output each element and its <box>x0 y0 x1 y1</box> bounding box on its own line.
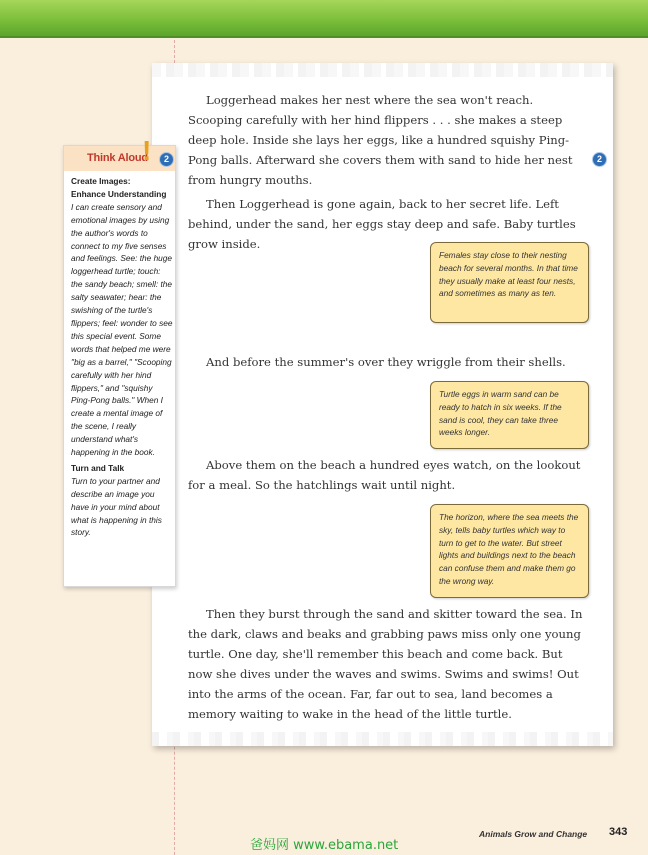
teaching-note-badge: 2 <box>593 153 606 166</box>
torn-edge-top <box>152 63 613 77</box>
sidebar-title: Think Aloud <box>87 152 148 164</box>
torn-edge-bottom <box>152 732 613 746</box>
footer-unit-title: Animals Grow and Change <box>479 829 588 839</box>
story-paragraph-3: And before the summer's over they wriggle from their shells. <box>206 355 566 369</box>
fact-callout-nesting: Females stay close to their nesting beach for several months. In that time they usually make at least four nests, and sometimes as many as ten. <box>430 242 589 323</box>
fact-callout-horizon: The horizon, where the sea meets the sky, tells baby turtles which way to turn to get to the water. But street lights and buildings next to the beach can confuse them and make them go the wrong way. <box>430 504 589 598</box>
sidebar-heading-2: Enhance Understanding <box>71 188 167 199</box>
sidebar-heading-1: Create Images: <box>71 176 131 186</box>
watermark-text: 爸妈网 www.ebama.net <box>250 838 399 853</box>
top-color-band <box>0 0 648 38</box>
sidebar-text: I can create sensory and emotional images by using the author's words to connect to my five senses and feelings. See: the huge loggerhead turtle; touch: the sandy beach; smell: the salty seawater; hear: the swishing of the turtle's flippers; feel: wonder to see this special event. Some words that helped me were "big as a barrel," "Scooping carefully with her hind flippers," and "squishy Ping-Pong balls." When I create a mental image of the scene, I really understand what's happening in the book. <box>71 201 173 458</box>
sidebar-badge: 2 <box>160 153 173 166</box>
think-aloud-sidebar <box>63 135 176 587</box>
sidebar-header <box>64 135 175 171</box>
story-paragraph-1: Loggerhead makes her nest where the sea won't reach. Scooping carefully with her hind flippers . . . she makes a steep deep hole. Inside she lays her eggs, like a hundred squishy Ping-Pong balls. Afterward she covers them with sand to hide her nest from hungry mouths. <box>188 93 573 187</box>
story-paragraph-2: Then Loggerhead is gone again, back to her secret life. Left behind, under the sand, her eggs stay deep and safe. Baby turtles grow inside. <box>188 197 576 251</box>
turn-and-talk-heading: Turn and Talk <box>71 462 125 473</box>
fact-callout-eggs: Turtle eggs in warm sand can be ready to hatch in six weeks. If the sand is cool, they can take three weeks longer. <box>430 381 589 449</box>
story-paragraph-5: Then they burst through the sand and skitter toward the sea. In the dark, claws and beaks and grabbing paws miss only one young turtle. One day, she'll remember this beach and come back. But now she dives under the waves and swims. Swims and swims! Out into the arms of the ocean. Far, far out to sea, land becomes a memory waiting to wake in the head of the little turtle. <box>188 607 583 721</box>
turn-and-talk-text: Turn to your partner and describe an image you have in your mind about what is happening in this story. <box>71 475 162 538</box>
sidebar-body <box>71 175 174 539</box>
exclamation-icon: ! <box>142 135 152 166</box>
story-paragraph-4: Above them on the beach a hundred eyes watch, on the lookout for a meal. So the hatchlings wait until night. <box>188 458 581 492</box>
page-number: 343 <box>609 826 628 838</box>
